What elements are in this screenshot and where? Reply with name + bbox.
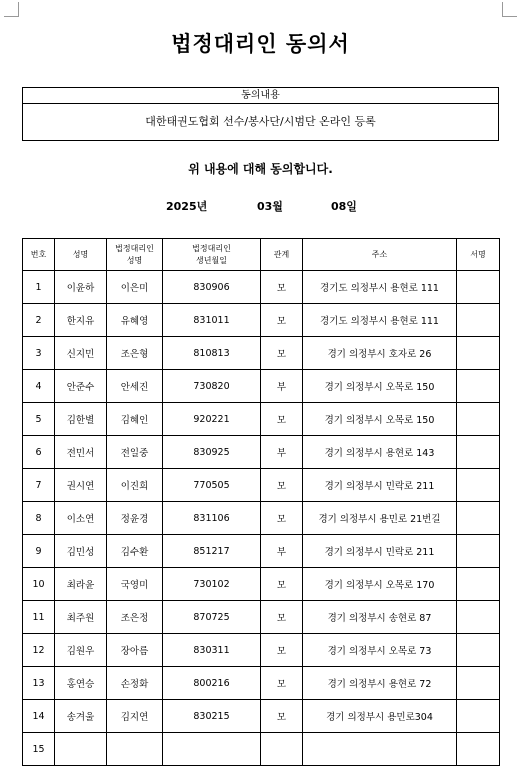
guardian-birthdate: 830906: [163, 271, 261, 304]
signature-cell: [457, 337, 500, 370]
page-corner-mark-right: [502, 2, 517, 17]
student-name: 최라윤: [55, 568, 107, 601]
signature-cell: [457, 667, 500, 700]
table-row: [23, 535, 500, 568]
guardian-birthdate: 831106: [163, 502, 261, 535]
student-name: 김원우: [55, 634, 107, 667]
guardian-name: 이은미: [107, 271, 163, 304]
address: 경기 의정부시 오목로 150: [303, 403, 457, 436]
row-number: 1: [23, 271, 55, 304]
header-number: 번호: [23, 239, 55, 271]
guardian-birthdate: [163, 733, 261, 766]
row-number: 8: [23, 502, 55, 535]
guardian-name: 전일중: [107, 436, 163, 469]
guardian-name: [107, 733, 163, 766]
signature-cell: [457, 304, 500, 337]
guardian-birthdate: 730102: [163, 568, 261, 601]
address: 경기 의정부시 민락로 211: [303, 535, 457, 568]
guardian-birthdate: 830925: [163, 436, 261, 469]
guardian-name: 김수환: [107, 535, 163, 568]
guardian-table: [22, 238, 500, 766]
student-name: 전민서: [55, 436, 107, 469]
student-name: 최주원: [55, 601, 107, 634]
guardian-name: 김지연: [107, 700, 163, 733]
address: 경기 의정부시 송현로 87: [303, 601, 457, 634]
relation: [261, 733, 303, 766]
consent-box: [22, 87, 499, 141]
row-number: 9: [23, 535, 55, 568]
row-number: 15: [23, 733, 55, 766]
relation: 모: [261, 601, 303, 634]
relation: 모: [261, 700, 303, 733]
signature-cell: [457, 535, 500, 568]
relation: 모: [261, 634, 303, 667]
student-name: [55, 733, 107, 766]
table-row: [23, 304, 500, 337]
student-name: 권시연: [55, 469, 107, 502]
student-name: 한지유: [55, 304, 107, 337]
row-number: 14: [23, 700, 55, 733]
student-name: 송겨울: [55, 700, 107, 733]
row-number: 6: [23, 436, 55, 469]
address: 경기 의정부시 오목로 150: [303, 370, 457, 403]
relation: 부: [261, 535, 303, 568]
student-name: 신지민: [55, 337, 107, 370]
signature-cell: [457, 271, 500, 304]
row-number: 2: [23, 304, 55, 337]
date-day: 08일: [331, 200, 357, 213]
signature-cell: [457, 700, 500, 733]
table-row: [23, 271, 500, 304]
date-year: 2025년: [166, 200, 208, 213]
table-row: [23, 568, 500, 601]
student-name: 김한별: [55, 403, 107, 436]
header-guardian-birth: 법정대리인 생년월일: [163, 239, 261, 271]
address: 경기 의정부시 오목로 170: [303, 568, 457, 601]
table-row: [23, 667, 500, 700]
guardian-name: 국영미: [107, 568, 163, 601]
table-row: [23, 700, 500, 733]
row-number: 11: [23, 601, 55, 634]
table-row: [23, 370, 500, 403]
guardian-birthdate: 851217: [163, 535, 261, 568]
guardian-name: 조은정: [107, 601, 163, 634]
header-signature: 서명: [457, 239, 500, 271]
address: 경기 의정부시 민락로 211: [303, 469, 457, 502]
row-number: 13: [23, 667, 55, 700]
row-number: 4: [23, 370, 55, 403]
table-header-row: [23, 239, 500, 271]
table-row: [23, 502, 500, 535]
guardian-name: 정윤경: [107, 502, 163, 535]
student-name: 안준수: [55, 370, 107, 403]
signature-cell: [457, 403, 500, 436]
row-number: 12: [23, 634, 55, 667]
student-name: 홍연승: [55, 667, 107, 700]
guardian-birthdate: 800216: [163, 667, 261, 700]
relation: 부: [261, 370, 303, 403]
relation: 모: [261, 469, 303, 502]
guardian-name: 안세진: [107, 370, 163, 403]
table-row: [23, 436, 500, 469]
address: 경기 의정부시 용현로 143: [303, 436, 457, 469]
table-row: [23, 733, 500, 766]
guardian-birthdate: 831011: [163, 304, 261, 337]
consent-body: 대한태권도협회 선수/봉사단/시범단 온라인 등록: [145, 115, 376, 128]
header-name: 성명: [55, 239, 107, 271]
table-row: [23, 403, 500, 436]
relation: 모: [261, 337, 303, 370]
row-number: 5: [23, 403, 55, 436]
guardian-birthdate: 810813: [163, 337, 261, 370]
page-corner-mark-left: [4, 2, 19, 17]
signature-cell: [457, 634, 500, 667]
guardian-birthdate: 830311: [163, 634, 261, 667]
guardian-birthdate: 770505: [163, 469, 261, 502]
address: 경기도 의정부시 용현로 111: [303, 271, 457, 304]
address: 경기 의정부시 오목로 73: [303, 634, 457, 667]
agreement-statement: 위 내용에 대해 동의합니다.: [188, 162, 333, 176]
signature-cell: [457, 568, 500, 601]
header-address: 주소: [303, 239, 457, 271]
guardian-name: 조은형: [107, 337, 163, 370]
guardian-name: 이진희: [107, 469, 163, 502]
address: 경기도 의정부시 용현로 111: [303, 304, 457, 337]
guardian-birthdate: 870725: [163, 601, 261, 634]
signature-cell: [457, 733, 500, 766]
address: 경기 의정부시 용민로 21번길: [303, 502, 457, 535]
signature-cell: [457, 502, 500, 535]
address: 경기 의정부시 용현로 72: [303, 667, 457, 700]
table-body: [23, 271, 500, 766]
row-number: 10: [23, 568, 55, 601]
guardian-birthdate: 730820: [163, 370, 261, 403]
header-guardian-name: 법정대리인 성명: [107, 239, 163, 271]
relation: 모: [261, 403, 303, 436]
signature-cell: [457, 601, 500, 634]
header-relation: 관계: [261, 239, 303, 271]
date-month: 03월: [257, 200, 283, 213]
relation: 부: [261, 436, 303, 469]
guardian-birthdate: 920221: [163, 403, 261, 436]
table-row: [23, 634, 500, 667]
address: 경기 의정부시 용민로304: [303, 700, 457, 733]
guardian-name: 김혜인: [107, 403, 163, 436]
relation: 모: [261, 667, 303, 700]
student-name: 이소연: [55, 502, 107, 535]
address: 경기 의정부시 호자로 26: [303, 337, 457, 370]
signature-cell: [457, 370, 500, 403]
relation: 모: [261, 304, 303, 337]
table-row: [23, 337, 500, 370]
signature-cell: [457, 436, 500, 469]
row-number: 3: [23, 337, 55, 370]
consent-header: 동의내용: [23, 88, 498, 104]
relation: 모: [261, 502, 303, 535]
student-name: 이윤하: [55, 271, 107, 304]
student-name: 김민성: [55, 535, 107, 568]
address: [303, 733, 457, 766]
guardian-name: 손정화: [107, 667, 163, 700]
guardian-birthdate: 830215: [163, 700, 261, 733]
row-number: 7: [23, 469, 55, 502]
table-row: [23, 469, 500, 502]
guardian-name: 장아름: [107, 634, 163, 667]
signature-cell: [457, 469, 500, 502]
relation: 모: [261, 271, 303, 304]
table-row: [23, 601, 500, 634]
guardian-name: 유혜영: [107, 304, 163, 337]
document-title: 법정대리인 동의서: [171, 32, 350, 56]
relation: 모: [261, 568, 303, 601]
